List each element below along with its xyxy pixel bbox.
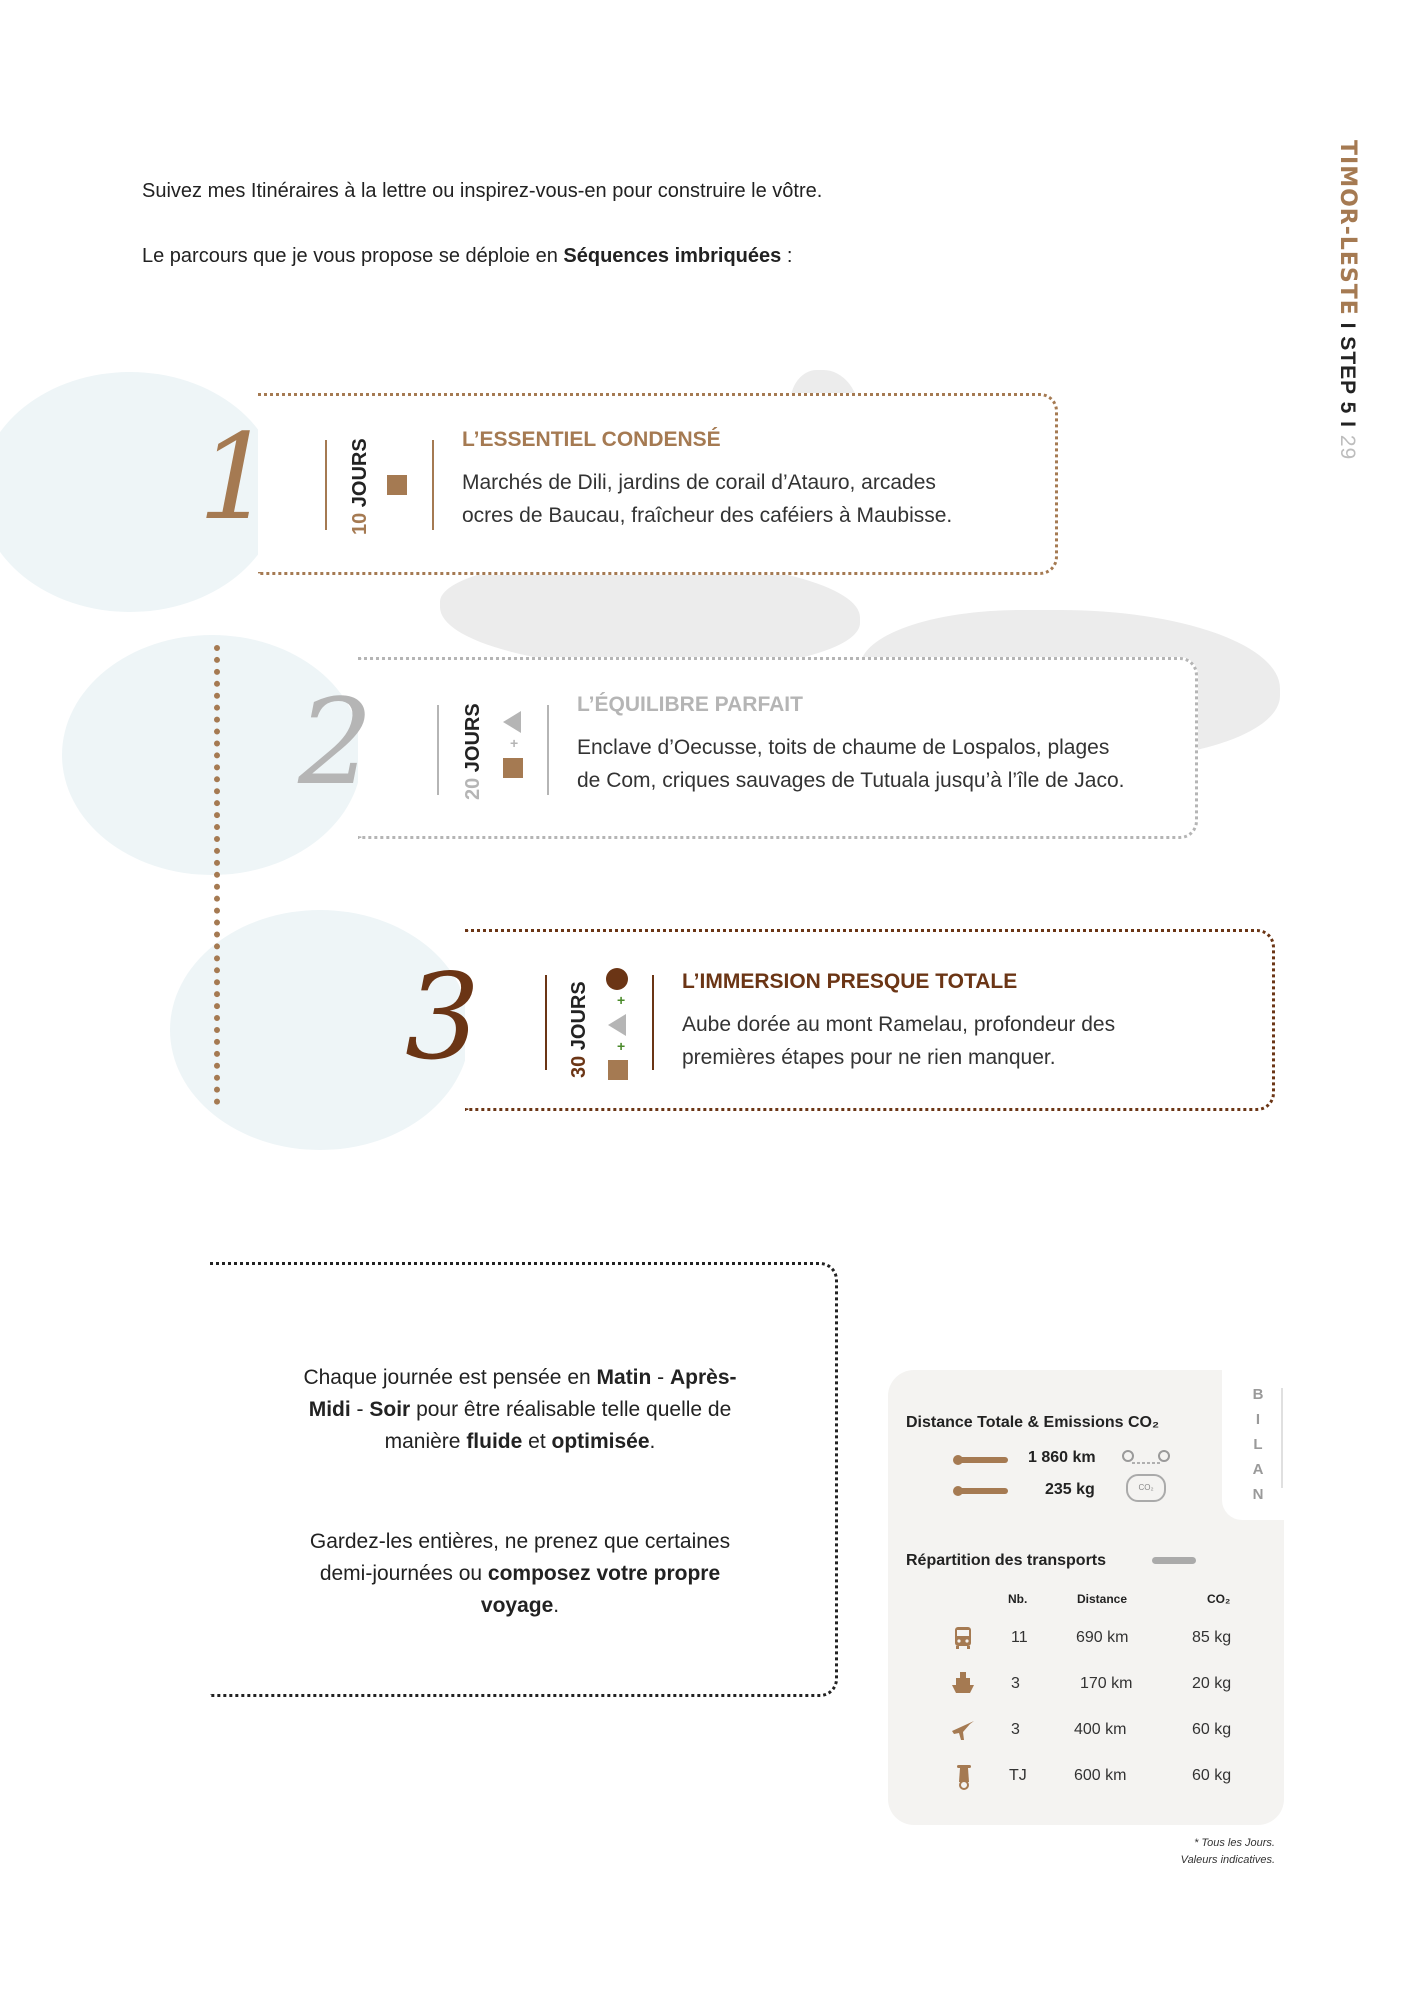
triangle-icon (503, 711, 521, 733)
distance-bar-dot (953, 1455, 963, 1465)
sequence-desc-1-line2: ocres de Baucau, fraîcheur des caféiers à Maubisse. (462, 504, 953, 527)
country-label: TIMOR-LESTE (1335, 140, 1360, 316)
text: . (553, 1594, 560, 1617)
sequence-number-1: 1 (198, 408, 274, 546)
col-nb: Nb. (1008, 1592, 1028, 1606)
bold: composez votre propre (487, 1562, 721, 1585)
col-distance: Distance (1077, 1592, 1128, 1606)
plus-sign: + (510, 735, 519, 751)
days-word: JOURS (462, 703, 484, 773)
step-label: I STEP 5 I (1336, 322, 1359, 428)
intro-line-2 (142, 245, 792, 268)
optimisee: optimisée (551, 1430, 650, 1453)
bilan-tab-label (1248, 1382, 1268, 1507)
days-label-2 (462, 703, 485, 800)
fluide: fluide (466, 1430, 523, 1453)
sequence-desc-3-line2: premières étapes pour ne rien manquer. (682, 1046, 1056, 1069)
ferry-distance: 170 km (1080, 1675, 1133, 1692)
sequence-desc-3-line1: Aube dorée au mont Ramelau, profondeur des (682, 1013, 1116, 1036)
text: - (651, 1366, 671, 1389)
bilan-letter: L (1253, 1436, 1263, 1453)
sequence-title-1: L’ESSENTIEL CONDENSÉ (462, 428, 721, 451)
repartition-bar (1152, 1557, 1196, 1564)
separator (325, 440, 327, 530)
intro-line-1: Suivez mes Itinéraires à la lettre ou inspirez-vous-en pour construire le vôtre. (142, 180, 823, 202)
total-distance: 1 860 km (1028, 1449, 1096, 1466)
scooter-nb: TJ (1009, 1767, 1027, 1784)
bus-co2: 85 kg (1192, 1629, 1232, 1646)
day-structure-text (240, 1362, 800, 1458)
footnote-2: Valeurs indicatives. (1180, 1854, 1275, 1866)
bilan-tab-line (1281, 1388, 1283, 1488)
scooter-icon (954, 1762, 974, 1790)
day-structure-frame (210, 1262, 838, 1697)
matin: Matin (596, 1366, 652, 1389)
plane-distance: 400 km (1074, 1721, 1127, 1738)
sequence-number-3: 3 (405, 948, 481, 1086)
text: pour être réalisable telle quelle de (410, 1398, 732, 1421)
separator (652, 975, 654, 1070)
text: demi-journées ou (319, 1562, 488, 1585)
circle-icon (606, 968, 628, 990)
intro-bold: Séquences imbriquées (563, 245, 782, 267)
bilan-letter: B (1252, 1386, 1264, 1403)
sequence-desc-2-line2: de Com, criques sauvages de Tutuala jusqu’à l’île de Jaco. (577, 769, 1125, 792)
bold: voyage (480, 1594, 554, 1617)
scooter-co2: 60 kg (1192, 1767, 1232, 1784)
repartition-title: Répartition des transports (906, 1552, 1107, 1569)
midi: Midi (308, 1398, 351, 1421)
separator (432, 440, 434, 530)
sequence-desc-1-line1: Marchés de Dili, jardins de corail d’Atauro, arcades (462, 471, 936, 494)
sequence-desc-2-line1: Enclave d’Oecusse, toits de chaume de Lospalos, plages (577, 736, 1110, 759)
text: manière (384, 1430, 467, 1453)
bus-icon (953, 1625, 973, 1651)
sequence-title-2: L’ÉQUILIBRE PARFAIT (577, 693, 803, 716)
distance-bar (956, 1457, 1008, 1463)
bilan-letter: N (1252, 1486, 1264, 1503)
map-shape-2 (440, 560, 860, 670)
ferry-co2: 20 kg (1192, 1675, 1232, 1692)
co2-cloud-icon: CO₂ (1126, 1474, 1166, 1502)
plane-co2: 60 kg (1192, 1721, 1232, 1738)
bus-nb: 11 (1011, 1629, 1028, 1646)
soir: Soir (369, 1398, 411, 1421)
co2-bar (956, 1488, 1008, 1494)
total-co2: 235 kg (1045, 1481, 1095, 1498)
sequence-number-2: 2 (298, 673, 374, 811)
text: et (522, 1430, 552, 1453)
days-number: 20 (462, 777, 484, 800)
triangle-icon (608, 1014, 626, 1036)
bilan-letter: A (1252, 1461, 1264, 1478)
plus-sign: + (617, 992, 626, 1008)
bus-distance: 690 km (1076, 1629, 1129, 1646)
days-label-3 (568, 981, 591, 1078)
days-number: 30 (568, 1055, 590, 1078)
days-word: JOURS (349, 438, 371, 508)
side-title (1322, 140, 1362, 461)
intro-text: Le parcours que je vous propose se déploie en (142, 245, 564, 267)
days-word: JOURS (568, 981, 590, 1051)
text: . (649, 1430, 656, 1453)
ferry-nb: 3 (1011, 1675, 1020, 1692)
ferry-icon (950, 1670, 976, 1696)
co2-bar-dot (953, 1486, 963, 1496)
square-icon (608, 1060, 628, 1080)
bilan-title: Distance Totale & Emissions CO₂ (906, 1414, 1160, 1431)
scooter-distance: 600 km (1074, 1767, 1127, 1784)
text: Gardez-les entières, ne prenez que certaines (309, 1530, 731, 1553)
square-icon (387, 475, 407, 495)
square-icon (503, 758, 523, 778)
days-number: 10 (349, 512, 371, 535)
days-label-1 (349, 438, 372, 535)
page-number: 29 (1336, 434, 1359, 461)
timeline-connector (214, 645, 220, 1105)
bilan-letter: I (1255, 1411, 1261, 1428)
footnote-1: * Tous les Jours. (1194, 1837, 1275, 1849)
customize-text (240, 1526, 800, 1622)
apres: Après- (670, 1366, 737, 1389)
intro-colon: : (781, 245, 793, 267)
text: Chaque journée est pensée en (303, 1366, 597, 1389)
text: - (350, 1398, 370, 1421)
col-co2: CO₂ (1207, 1592, 1231, 1606)
separator (547, 705, 549, 795)
plus-sign: + (617, 1038, 626, 1054)
separator (545, 975, 547, 1070)
separator (437, 705, 439, 795)
plane-nb: 3 (1011, 1721, 1020, 1738)
plane-icon (950, 1718, 976, 1742)
sequence-title-3: L’IMMERSION PRESQUE TOTALE (682, 970, 1018, 993)
route-icon (1120, 1449, 1172, 1469)
